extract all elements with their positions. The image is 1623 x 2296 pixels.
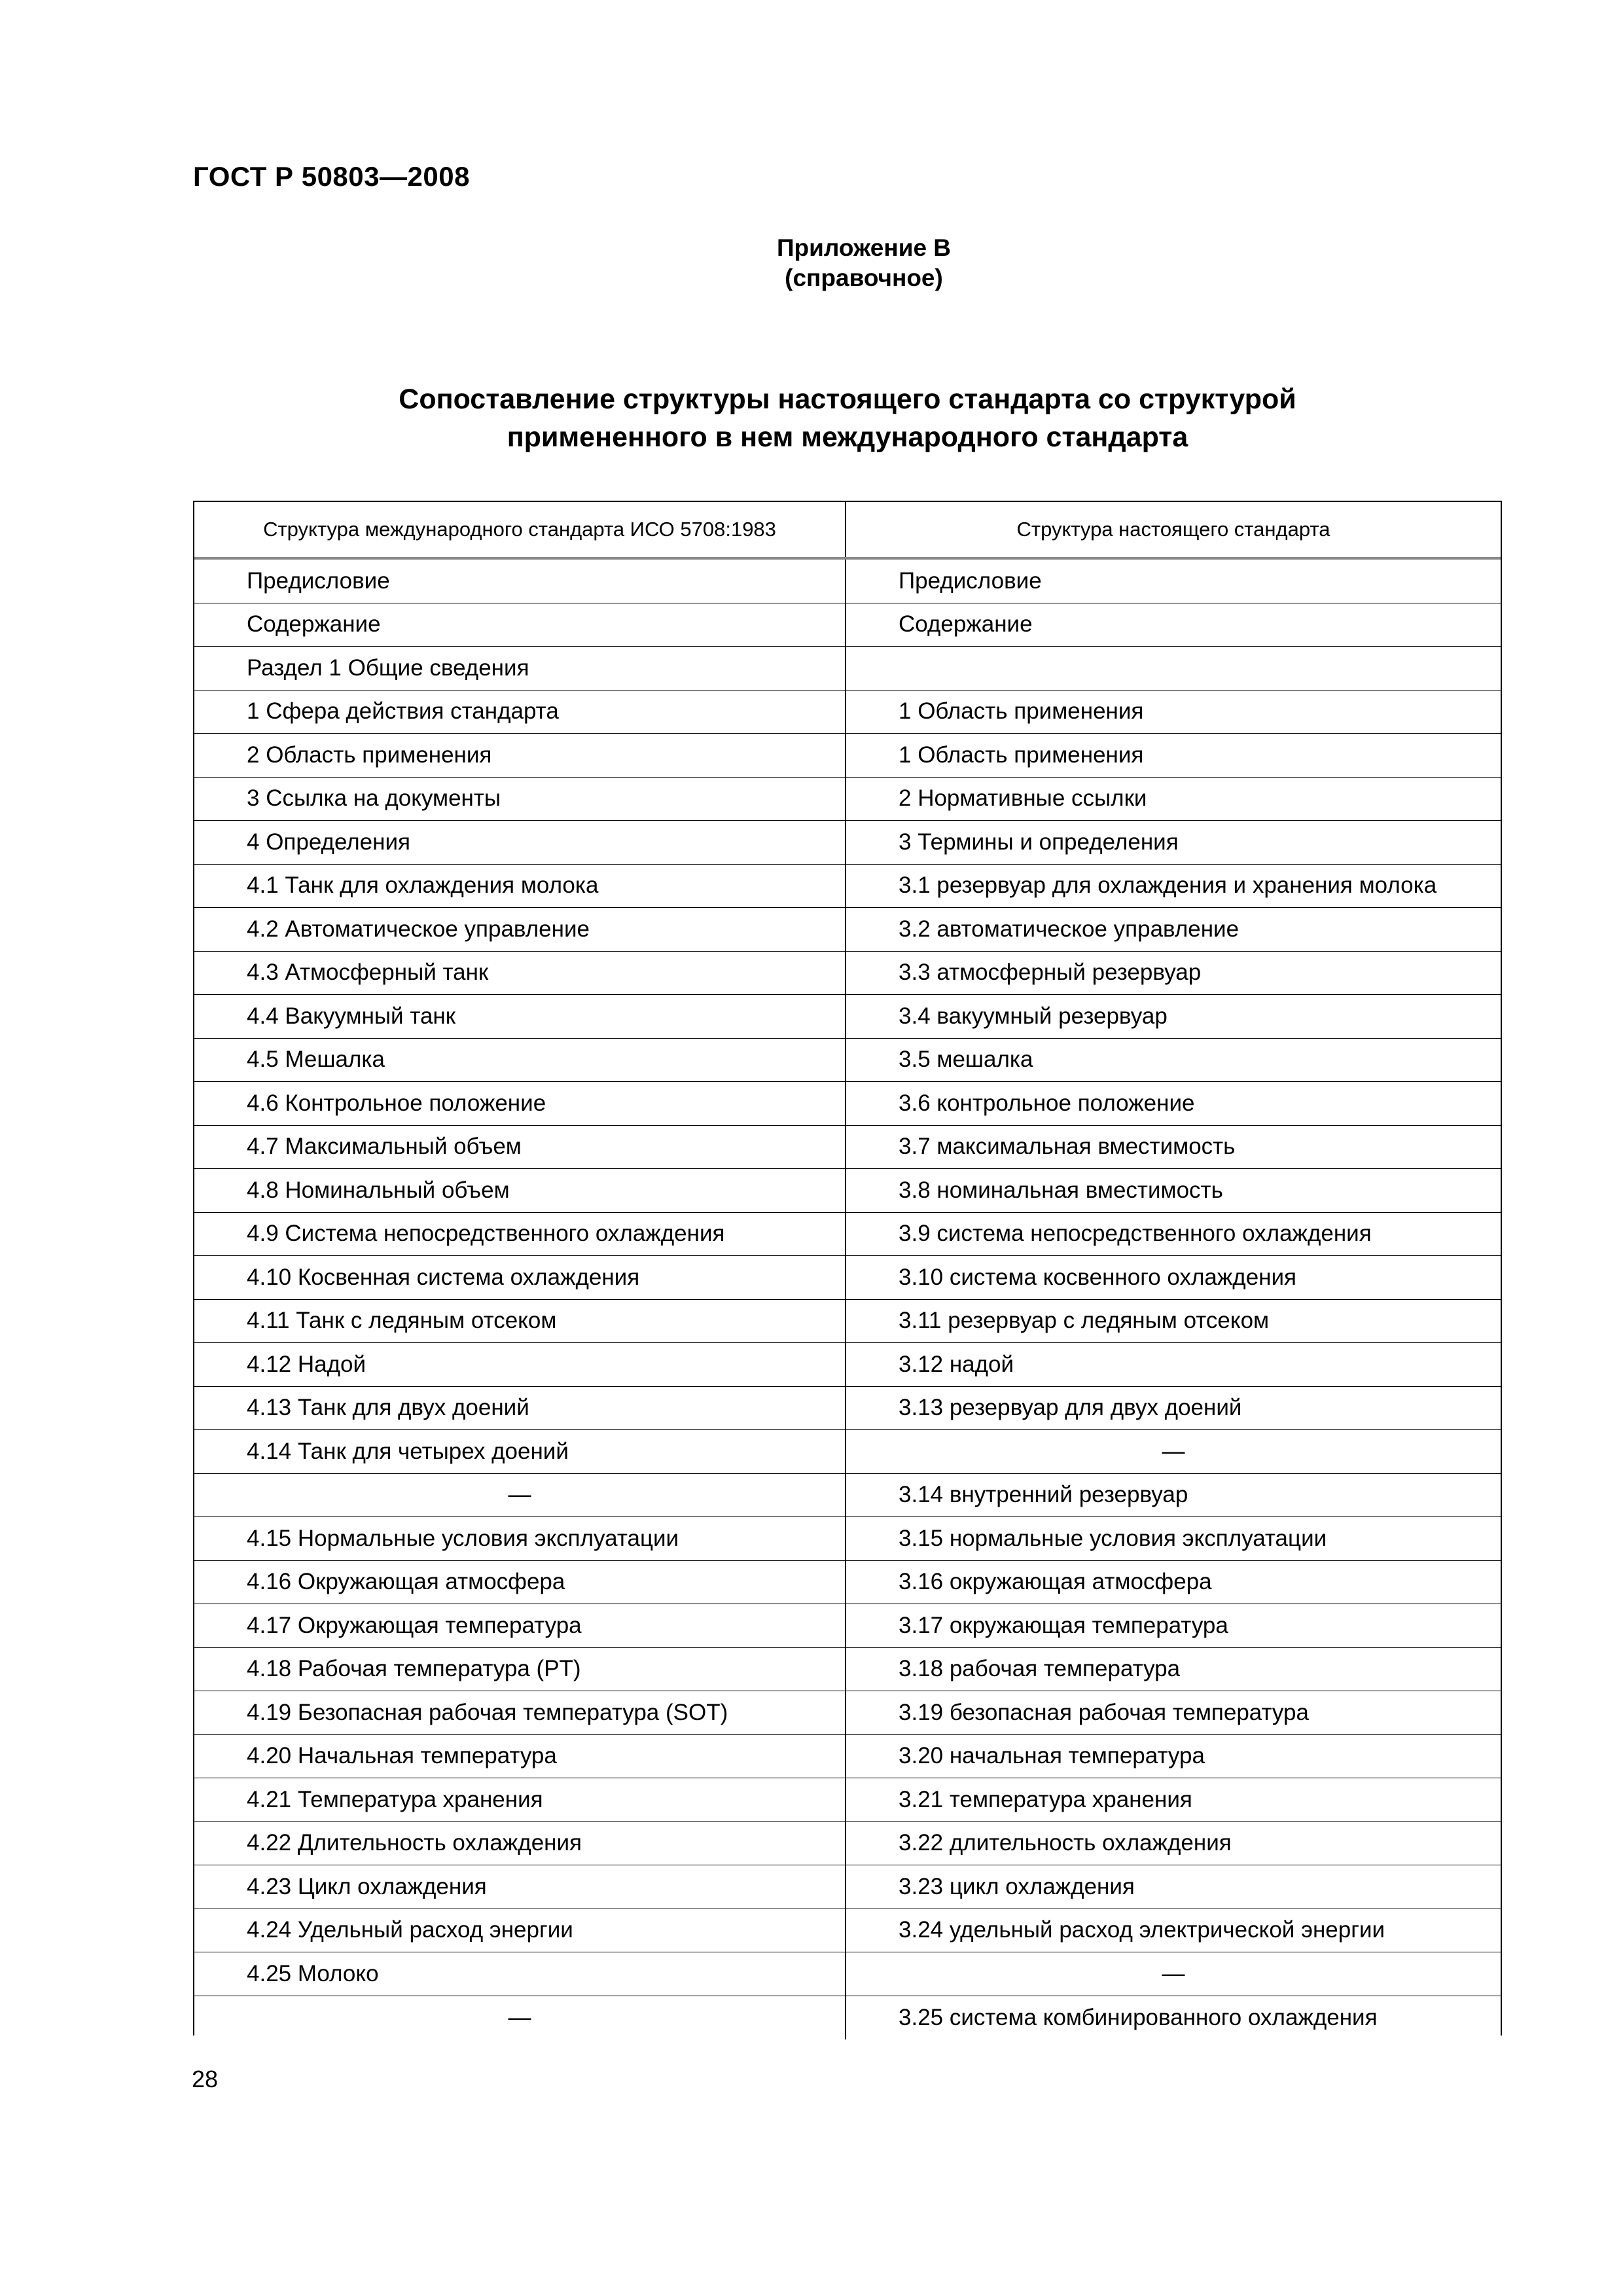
cell-international: 4.8 Номинальный объем bbox=[194, 1169, 846, 1212]
table-row bbox=[194, 1865, 1501, 1909]
cell-national: 3.23 цикл охлаждения bbox=[899, 1873, 1135, 1899]
table-row bbox=[194, 1169, 1501, 1213]
table-row bbox=[194, 1604, 1501, 1648]
table-row bbox=[194, 1430, 1501, 1474]
cell-national: 3.21 температура хранения bbox=[899, 1786, 1192, 1812]
appendix-type: (справочное) bbox=[785, 264, 943, 291]
appendix-label: Приложение В bbox=[776, 234, 952, 261]
document-code: ГОСТ Р 50803—2008 bbox=[193, 161, 470, 192]
header-international-standard: Структура международного стандарта ИСО 5708:1983 bbox=[194, 502, 846, 557]
cell-national: 3.17 окружающая температура bbox=[899, 1612, 1228, 1638]
cell-international: 4.13 Танк для двух доений bbox=[194, 1387, 846, 1430]
cell-international: 4.6 Контрольное положение bbox=[194, 1082, 846, 1125]
cell-national: 3.13 резервуар для двух доений bbox=[899, 1395, 1242, 1421]
cell-national: 3.25 система комбинированного охлаждения bbox=[899, 2004, 1378, 2030]
cell-international: 4.2 Автоматическое управление bbox=[194, 908, 846, 951]
cell-national: 3.10 система косвенного охлаждения bbox=[899, 1264, 1296, 1290]
cell-national: 3.15 нормальные условия эксплуатации bbox=[899, 1525, 1327, 1551]
table-row bbox=[194, 1778, 1501, 1822]
table-row bbox=[194, 1343, 1501, 1387]
table-row bbox=[194, 734, 1501, 778]
table-row bbox=[194, 821, 1501, 865]
cell-national: 1 Область применения bbox=[899, 742, 1144, 768]
appendix-heading bbox=[615, 233, 1113, 293]
page-number: 28 bbox=[192, 2066, 219, 2092]
title-line-2: примененного в нем международного стандарта bbox=[507, 422, 1188, 453]
table-row bbox=[194, 1996, 1501, 2040]
table-header bbox=[194, 502, 1501, 560]
table-row bbox=[194, 1082, 1501, 1126]
cell-international: 4.22 Длительность охлаждения bbox=[194, 1822, 846, 1865]
cell-international: 4.18 Рабочая температура (PT) bbox=[194, 1648, 846, 1691]
cell-international: 4.15 Нормальные условия эксплуатации bbox=[194, 1517, 846, 1560]
table-row bbox=[194, 1474, 1501, 1518]
cell-international: 4.11 Танк с ледяным отсеком bbox=[194, 1300, 846, 1343]
table-row bbox=[194, 1039, 1501, 1083]
cell-national: 3.18 рабочая температура bbox=[899, 1656, 1181, 1682]
cell-international: 4.16 Окружающая атмосфера bbox=[194, 1561, 846, 1604]
cell-national: 1 Область применения bbox=[899, 698, 1144, 725]
cell-international: 4.4 Вакуумный танк bbox=[194, 995, 846, 1038]
page-title bbox=[190, 380, 1505, 456]
cell-national: 3.8 номинальная вместимость bbox=[899, 1177, 1223, 1203]
cell-international: 4.23 Цикл охлаждения bbox=[194, 1865, 846, 1909]
table-row bbox=[194, 691, 1501, 734]
cell-international: 4.5 Мешалка bbox=[194, 1039, 846, 1082]
cell-international: 4.10 Косвенная система охлаждения bbox=[194, 1256, 846, 1299]
cell-international: 1 Сфера действия стандарта bbox=[194, 691, 846, 734]
cell-national: 3.5 мешалка bbox=[899, 1047, 1033, 1073]
cell-international: 4.17 Окружающая температура bbox=[194, 1604, 846, 1647]
cell-national: — bbox=[1162, 1438, 1185, 1464]
table-row bbox=[194, 908, 1501, 952]
table-row bbox=[194, 995, 1501, 1039]
cell-international: 3 Ссылка на документы bbox=[194, 778, 846, 821]
cell-national: 3.4 вакуумный резервуар bbox=[899, 1003, 1168, 1029]
cell-national: 3.2 автоматическое управление bbox=[899, 916, 1240, 942]
table-row bbox=[194, 865, 1501, 908]
cell-international: 4.3 Атмосферный танк bbox=[194, 952, 846, 995]
table-row bbox=[194, 778, 1501, 821]
cell-international: — bbox=[194, 1474, 846, 1517]
cell-international: 2 Область применения bbox=[194, 734, 846, 777]
cell-national: 3.6 контрольное положение bbox=[899, 1090, 1195, 1116]
cell-national: Предисловие bbox=[899, 567, 1042, 594]
cell-national: 3.7 максимальная вместимость bbox=[899, 1134, 1236, 1160]
cell-international: — bbox=[194, 1996, 846, 2040]
cell-international: Раздел 1 Общие сведения bbox=[194, 647, 846, 690]
cell-international: 4.19 Безопасная рабочая температура (SOT) bbox=[194, 1691, 846, 1734]
cell-national: 3.1 резервуар для охлаждения и хранения молока bbox=[899, 872, 1437, 899]
cell-national: 2 Нормативные ссылки bbox=[899, 785, 1147, 812]
cell-international: 4.9 Система непосредственного охлаждения bbox=[194, 1213, 846, 1256]
title-line-1: Сопоставление структуры настоящего стандарта со структурой bbox=[399, 384, 1296, 415]
cell-international: 4.20 Начальная температура bbox=[194, 1735, 846, 1778]
cell-national: — bbox=[1162, 1960, 1185, 1986]
cell-national: 3.19 безопасная рабочая температура bbox=[899, 1699, 1309, 1725]
cell-national: 3.16 окружающая атмосфера bbox=[899, 1569, 1212, 1595]
cell-international: 4.7 Максимальный объем bbox=[194, 1126, 846, 1169]
table-row bbox=[194, 1735, 1501, 1779]
table-row bbox=[194, 1387, 1501, 1431]
cell-international: 4.21 Температура хранения bbox=[194, 1778, 846, 1821]
table-row bbox=[194, 1561, 1501, 1605]
table-row bbox=[194, 1648, 1501, 1692]
cell-national: 3 Термины и определения bbox=[899, 829, 1179, 855]
cell-international: 4.14 Танк для четырех доений bbox=[194, 1430, 846, 1473]
table-row bbox=[194, 1300, 1501, 1344]
table-body bbox=[194, 560, 1501, 2039]
table-row bbox=[194, 1126, 1501, 1170]
cell-national: Содержание bbox=[899, 611, 1033, 637]
cell-national: 3.9 система непосредственного охлаждения bbox=[899, 1221, 1372, 1247]
table-row bbox=[194, 1952, 1501, 1996]
structure-comparison-table bbox=[193, 501, 1502, 2036]
table-row bbox=[194, 560, 1501, 603]
cell-national: 3.11 резервуар с ледяным отсеком bbox=[899, 1308, 1270, 1334]
table-row bbox=[194, 1691, 1501, 1735]
table-row bbox=[194, 1909, 1501, 1953]
table-row bbox=[194, 1517, 1501, 1561]
table-row bbox=[194, 952, 1501, 996]
table-row bbox=[194, 1256, 1501, 1300]
cell-international: 4.25 Молоко bbox=[194, 1952, 846, 1996]
table-row bbox=[194, 1822, 1501, 1866]
cell-international: 4.24 Удельный расход энергии bbox=[194, 1909, 846, 1952]
cell-international: 4 Определения bbox=[194, 821, 846, 864]
cell-international: 4.12 Надой bbox=[194, 1343, 846, 1386]
table-row bbox=[194, 603, 1501, 647]
cell-national bbox=[846, 647, 1501, 690]
cell-national: 3.24 удельный расход электрической энергии bbox=[899, 1917, 1385, 1943]
cell-national: 3.12 надой bbox=[899, 1351, 1014, 1377]
table-row bbox=[194, 647, 1501, 691]
cell-national: 3.3 атмосферный резервуар bbox=[899, 960, 1202, 986]
cell-international: Содержание bbox=[194, 603, 846, 647]
cell-international: Предисловие bbox=[194, 560, 846, 603]
header-this-standard: Структура настоящего стандарта bbox=[1016, 518, 1330, 541]
cell-international: 4.1 Танк для охлаждения молока bbox=[194, 865, 846, 908]
table-row bbox=[194, 1213, 1501, 1257]
cell-national: 3.20 начальная температура bbox=[899, 1743, 1205, 1769]
cell-national: 3.14 внутренний резервуар bbox=[899, 1482, 1188, 1508]
cell-national: 3.22 длительность охлаждения bbox=[899, 1830, 1232, 1856]
